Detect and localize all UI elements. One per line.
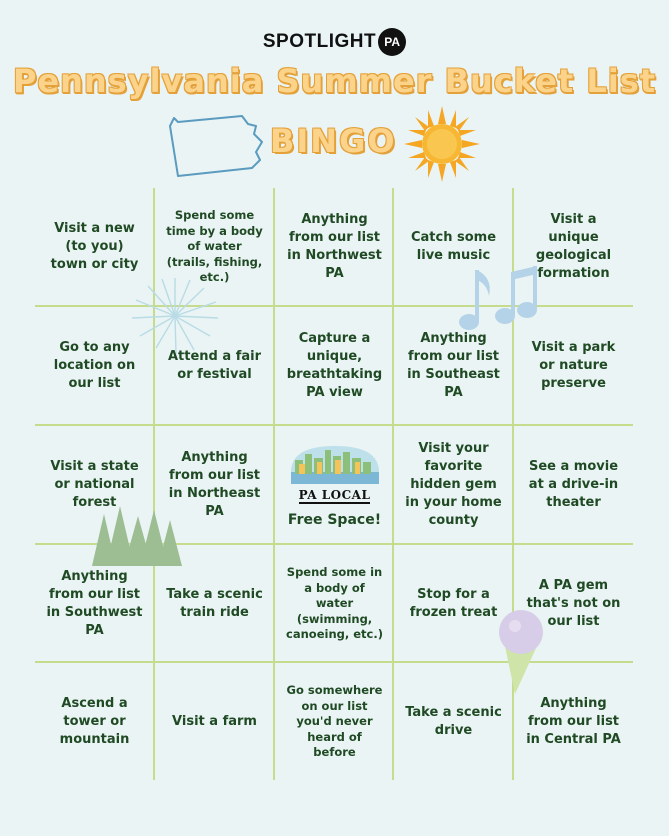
bingo-cell[interactable]: Visit your favorite hidden gem in your home county xyxy=(405,441,502,528)
logo-wordmark: SPOTLIGHT xyxy=(262,31,377,52)
sun-icon xyxy=(404,106,480,182)
bingo-cell[interactable]: Visit a unique geological formation xyxy=(535,212,612,281)
bingo-grid xyxy=(35,188,633,780)
bingo-cell[interactable]: Visit a park or nature preserve xyxy=(531,340,616,391)
bingo-cell[interactable]: Anything from our list in Southwest PA xyxy=(46,569,143,638)
pa-local-logo: PA LOCAL xyxy=(298,488,371,502)
bingo-cell[interactable]: Take a scenic train ride xyxy=(166,587,263,620)
bingo-cell[interactable]: Attend a fair or festival xyxy=(168,349,261,382)
bingo-cell[interactable]: Spend some time by a body of water (trails, fishing, etc.) xyxy=(166,208,263,285)
pittsburgh-skyline-icon xyxy=(287,442,383,486)
bingo-cell[interactable]: Go to any location on our list xyxy=(53,340,136,391)
bingo-cell[interactable]: See a movie at a drive-in theater xyxy=(528,459,619,510)
bingo-cell[interactable]: Anything from our list in Southeast PA xyxy=(407,331,500,400)
bingo-cell[interactable]: Visit a new (to you) town or city xyxy=(50,221,139,272)
page-title: Pennsylvania Summer Bucket List xyxy=(12,62,657,100)
free-space-label: Free Space! xyxy=(287,512,382,528)
bingo-cell[interactable]: Anything from our list in Central PA xyxy=(526,696,621,747)
bingo-cell[interactable]: A PA gem that's not on our list xyxy=(526,578,621,629)
bingo-cell[interactable]: Visit a farm xyxy=(172,714,257,729)
spotlight-pa-logo xyxy=(0,28,669,56)
bingo-cell[interactable]: Anything from our list in Northeast PA xyxy=(168,450,261,519)
bingo-cell[interactable]: Anything from our list in Northwest PA xyxy=(287,212,382,281)
bingo-cell[interactable]: Visit a state or national forest xyxy=(50,459,139,510)
free-space-cell[interactable] xyxy=(275,426,394,544)
bingo-cell[interactable]: Spend some in a body of water (swimming, canoeing, etc.) xyxy=(286,565,383,642)
bingo-cell[interactable]: Ascend a tower or mountain xyxy=(59,696,130,747)
logo-badge: PA xyxy=(378,28,406,56)
bingo-cell[interactable]: Take a scenic drive xyxy=(405,705,502,738)
bingo-cell[interactable]: Stop for a frozen treat xyxy=(409,587,498,620)
bingo-cell[interactable]: Catch some live music xyxy=(410,230,497,263)
bingo-cell[interactable]: Go somewhere on our list you'd never heard of before xyxy=(286,683,383,760)
bingo-cell[interactable]: Capture a unique, breathtaking PA view xyxy=(286,331,383,400)
pa-state-outline-icon xyxy=(164,112,266,180)
bingo-subtitle: BINGO xyxy=(270,122,397,160)
